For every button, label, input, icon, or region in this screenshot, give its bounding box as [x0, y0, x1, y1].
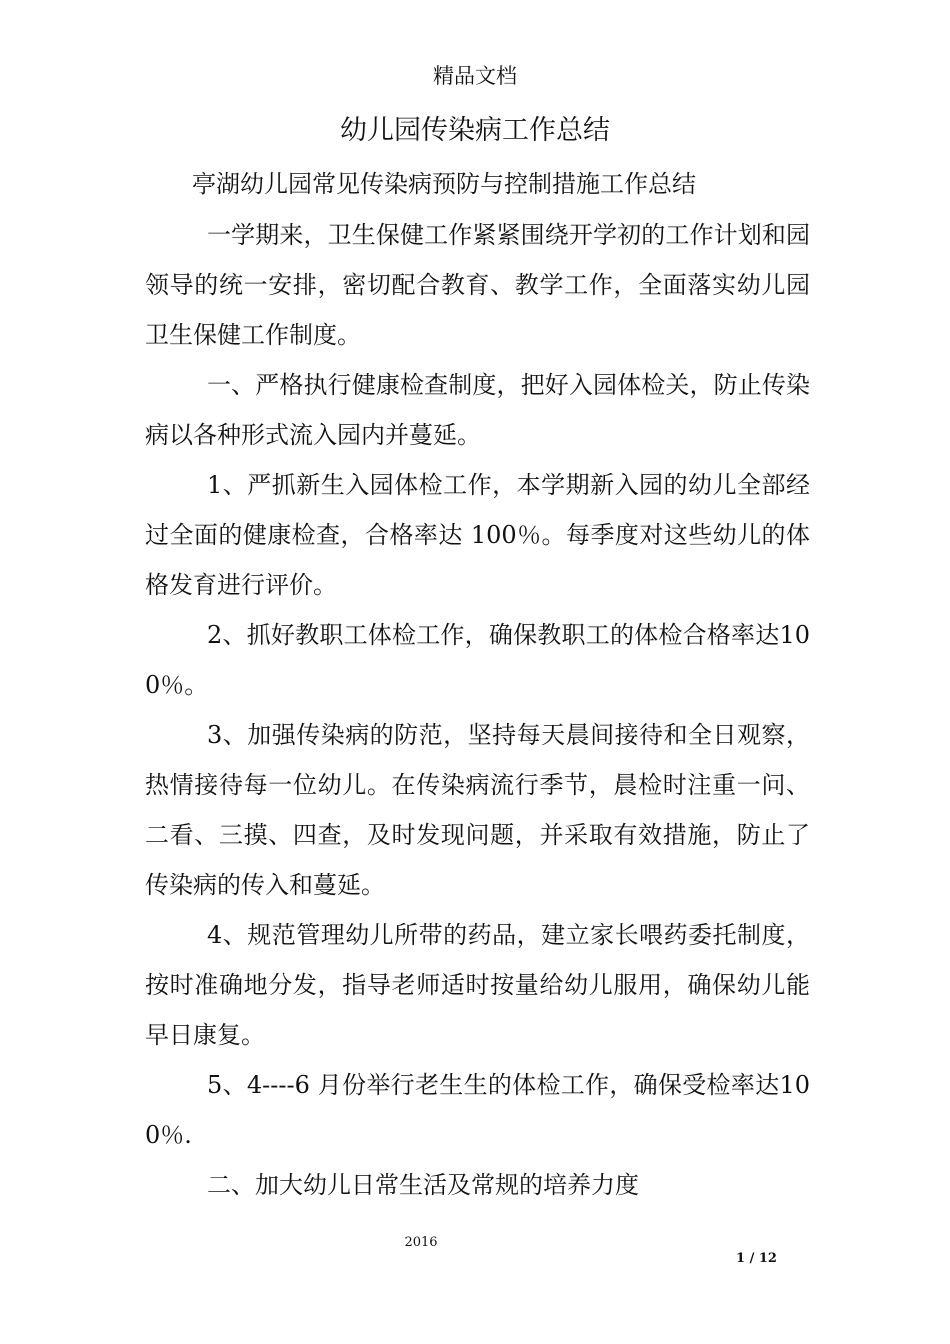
- paragraph-section-2: 二、加大幼儿日常生活及常规的培养力度: [207, 1171, 639, 1199]
- header-label: 精品文档: [433, 64, 517, 88]
- footer-year: 2016: [404, 1235, 438, 1250]
- document-subtitle: 亭湖幼儿园常见传染病预防与控制措施工作总结: [192, 170, 696, 198]
- paragraph-item-4: 4、规范管理幼儿所带的药品，建立家长喂药委托制度，按时准确地分发，指导老师适时按量给幼儿服用，确保幼儿能早日康复。: [145, 921, 810, 1049]
- document-body: [145, 210, 810, 1210]
- paragraph-intro: 一学期来，卫生保健工作紧紧围绕开学初的工作计划和园领导的统一安排，密切配合教育、教学工作，全面落实幼儿园卫生保健工作制度。: [145, 221, 810, 349]
- paragraph-item-5: 5、4----6 月份举行老生生的体检工作，确保受检率达100％.: [145, 1071, 810, 1149]
- paragraph-section-1: 一、严格执行健康检查制度，把好入园体检关，防止传染病以各种形式流入园内并蔓延。: [145, 371, 810, 449]
- paragraph-item-2: 2、抓好教职工体检工作，确保教职工的体检合格率达100％。: [145, 621, 810, 699]
- paragraph-item-1: 1、严抓新生入园体检工作，本学期新入园的幼儿全部经过全面的健康检查，合格率达 100％。每季度对这些幼儿的体格发育进行评价。: [145, 471, 810, 599]
- document-title: 幼儿园传染病工作总结: [340, 115, 610, 146]
- page-number: 1 / 12: [736, 1251, 777, 1266]
- paragraph-item-3: 3、加强传染病的防范，坚持每天晨间接待和全日观察，热情接待每一位幼儿。在传染病流行季节，晨检时注重一问、二看、三摸、四查，及时发现问题，并采取有效措施，防止了传染病的传入和蔓延。: [145, 721, 810, 899]
